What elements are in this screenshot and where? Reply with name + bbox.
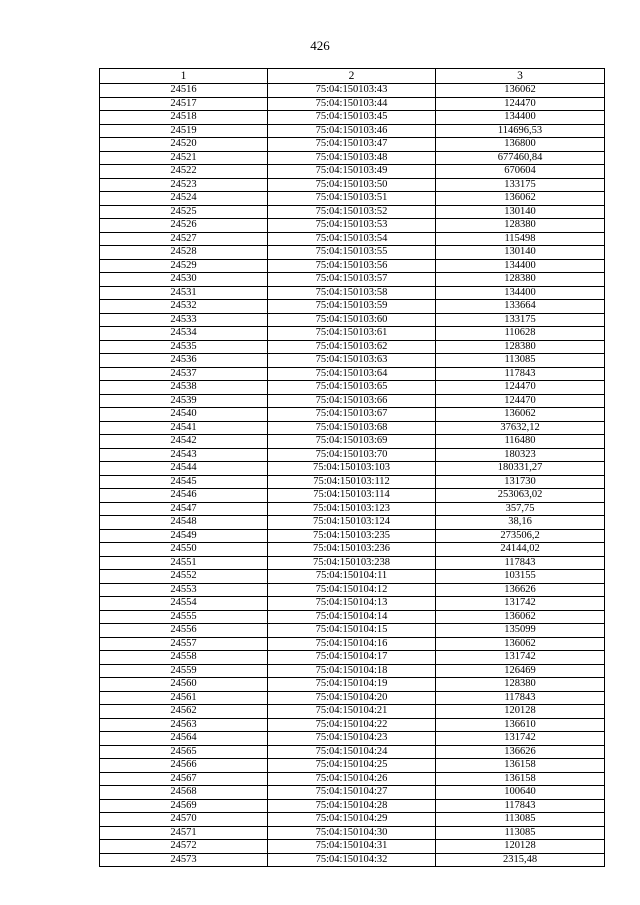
cadastral-number-cell: 75:04:150104:14 <box>268 610 436 624</box>
row-number-cell: 24552 <box>100 570 268 584</box>
row-number-cell: 24519 <box>100 124 268 138</box>
table-row <box>100 745 605 759</box>
table-row <box>100 813 605 827</box>
row-number-cell: 24563 <box>100 718 268 732</box>
table-row <box>100 313 605 327</box>
cadastral-number-cell: 75:04:150103:50 <box>268 178 436 192</box>
value-cell: 113085 <box>436 354 605 368</box>
table-row <box>100 219 605 233</box>
table-row <box>100 556 605 570</box>
value-cell: 128380 <box>436 273 605 287</box>
cadastral-number-cell: 75:04:150104:19 <box>268 678 436 692</box>
table-row <box>100 718 605 732</box>
cadastral-number-cell: 75:04:150103:56 <box>268 259 436 273</box>
value-cell: 117843 <box>436 556 605 570</box>
table-row <box>100 543 605 557</box>
value-cell: 135099 <box>436 624 605 638</box>
row-number-cell: 24549 <box>100 529 268 543</box>
row-number-cell: 24536 <box>100 354 268 368</box>
table-row <box>100 826 605 840</box>
row-number-cell: 24546 <box>100 489 268 503</box>
cadastral-number-cell: 75:04:150103:61 <box>268 327 436 341</box>
cadastral-number-cell: 75:04:150104:23 <box>268 732 436 746</box>
cadastral-number-cell: 75:04:150103:235 <box>268 529 436 543</box>
table-row <box>100 840 605 854</box>
row-number-cell: 24537 <box>100 367 268 381</box>
row-number-cell: 24567 <box>100 772 268 786</box>
value-cell: 124470 <box>436 97 605 111</box>
row-number-cell: 24530 <box>100 273 268 287</box>
value-cell: 253063,02 <box>436 489 605 503</box>
value-cell: 115498 <box>436 232 605 246</box>
cadastral-number-cell: 75:04:150103:45 <box>268 111 436 125</box>
row-number-cell: 24539 <box>100 394 268 408</box>
cadastral-number-cell: 75:04:150103:44 <box>268 97 436 111</box>
row-number-cell: 24555 <box>100 610 268 624</box>
cadastral-number-cell: 75:04:150103:57 <box>268 273 436 287</box>
cadastral-number-cell: 75:04:150104:15 <box>268 624 436 638</box>
cadastral-number-cell: 75:04:150103:54 <box>268 232 436 246</box>
row-number-cell: 24554 <box>100 597 268 611</box>
cadastral-number-cell: 75:04:150104:28 <box>268 799 436 813</box>
value-cell: 133664 <box>436 300 605 314</box>
value-cell: 24144,02 <box>436 543 605 557</box>
cadastral-number-cell: 75:04:150103:124 <box>268 516 436 530</box>
table-body <box>100 84 605 867</box>
value-cell: 100640 <box>436 786 605 800</box>
cadastral-number-cell: 75:04:150104:27 <box>268 786 436 800</box>
cadastral-number-cell: 75:04:150103:238 <box>268 556 436 570</box>
value-cell: 117843 <box>436 799 605 813</box>
value-cell: 136062 <box>436 84 605 98</box>
value-cell: 128380 <box>436 678 605 692</box>
table-row <box>100 421 605 435</box>
row-number-cell: 24529 <box>100 259 268 273</box>
row-number-cell: 24527 <box>100 232 268 246</box>
table-row <box>100 435 605 449</box>
row-number-cell: 24526 <box>100 219 268 233</box>
value-cell: 273506,2 <box>436 529 605 543</box>
row-number-cell: 24570 <box>100 813 268 827</box>
cadastral-number-cell: 75:04:150103:55 <box>268 246 436 260</box>
row-number-cell: 24562 <box>100 705 268 719</box>
cadastral-number-cell: 75:04:150103:49 <box>268 165 436 179</box>
row-number-cell: 24533 <box>100 313 268 327</box>
table-row <box>100 529 605 543</box>
row-number-cell: 24566 <box>100 759 268 773</box>
value-cell: 180331,27 <box>436 462 605 476</box>
row-number-cell: 24524 <box>100 192 268 206</box>
value-cell: 120128 <box>436 840 605 854</box>
value-cell: 124470 <box>436 394 605 408</box>
cadastral-number-cell: 75:04:150103:62 <box>268 340 436 354</box>
value-cell: 136062 <box>436 192 605 206</box>
row-number-cell: 24568 <box>100 786 268 800</box>
table-row <box>100 232 605 246</box>
value-cell: 677460,84 <box>436 151 605 165</box>
value-cell: 133175 <box>436 178 605 192</box>
table-row <box>100 516 605 530</box>
row-number-cell: 24559 <box>100 664 268 678</box>
table-row <box>100 502 605 516</box>
cadastral-number-cell: 75:04:150104:26 <box>268 772 436 786</box>
table-row <box>100 637 605 651</box>
row-number-cell: 24532 <box>100 300 268 314</box>
row-number-cell: 24534 <box>100 327 268 341</box>
cadastral-number-cell: 75:04:150104:32 <box>268 853 436 867</box>
table-row <box>100 286 605 300</box>
row-number-cell: 24564 <box>100 732 268 746</box>
cadastral-number-cell: 75:04:150103:65 <box>268 381 436 395</box>
value-cell: 126469 <box>436 664 605 678</box>
row-number-cell: 24551 <box>100 556 268 570</box>
table-row <box>100 124 605 138</box>
value-cell: 134400 <box>436 286 605 300</box>
row-number-cell: 24548 <box>100 516 268 530</box>
cadastral-number-cell: 75:04:150104:16 <box>268 637 436 651</box>
row-number-cell: 24573 <box>100 853 268 867</box>
cadastral-number-cell: 75:04:150103:69 <box>268 435 436 449</box>
row-number-cell: 24525 <box>100 205 268 219</box>
row-number-cell: 24543 <box>100 448 268 462</box>
table-row <box>100 462 605 476</box>
cadastral-number-cell: 75:04:150104:22 <box>268 718 436 732</box>
cadastral-number-cell: 75:04:150103:64 <box>268 367 436 381</box>
data-table <box>99 68 605 867</box>
value-cell: 113085 <box>436 826 605 840</box>
cadastral-number-cell: 75:04:150103:43 <box>268 84 436 98</box>
table-row <box>100 84 605 98</box>
table-row <box>100 273 605 287</box>
row-number-cell: 24528 <box>100 246 268 260</box>
value-cell: 38,16 <box>436 516 605 530</box>
table-row <box>100 651 605 665</box>
value-cell: 110628 <box>436 327 605 341</box>
row-number-cell: 24521 <box>100 151 268 165</box>
cadastral-number-cell: 75:04:150104:12 <box>268 583 436 597</box>
table-row <box>100 111 605 125</box>
value-cell: 130140 <box>436 205 605 219</box>
cadastral-number-cell: 75:04:150103:53 <box>268 219 436 233</box>
value-cell: 134400 <box>436 111 605 125</box>
value-cell: 136610 <box>436 718 605 732</box>
cadastral-number-cell: 75:04:150103:123 <box>268 502 436 516</box>
cadastral-number-cell: 75:04:150103:60 <box>268 313 436 327</box>
row-number-cell: 24556 <box>100 624 268 638</box>
table-row <box>100 772 605 786</box>
table-row <box>100 367 605 381</box>
value-cell: 130140 <box>436 246 605 260</box>
header-col-2: 2 <box>268 69 436 84</box>
value-cell: 113085 <box>436 813 605 827</box>
cadastral-number-cell: 75:04:150103:52 <box>268 205 436 219</box>
value-cell: 116480 <box>436 435 605 449</box>
table-row <box>100 570 605 584</box>
cadastral-number-cell: 75:04:150103:236 <box>268 543 436 557</box>
page-number: 426 <box>310 38 330 53</box>
row-number-cell: 24572 <box>100 840 268 854</box>
value-cell: 136800 <box>436 138 605 152</box>
row-number-cell: 24571 <box>100 826 268 840</box>
table-row <box>100 610 605 624</box>
row-number-cell: 24565 <box>100 745 268 759</box>
value-cell: 131742 <box>436 651 605 665</box>
table-row <box>100 300 605 314</box>
cadastral-number-cell: 75:04:150103:68 <box>268 421 436 435</box>
cadastral-number-cell: 75:04:150103:114 <box>268 489 436 503</box>
cadastral-number-cell: 75:04:150103:46 <box>268 124 436 138</box>
header-col-1: 1 <box>100 69 268 84</box>
value-cell: 117843 <box>436 367 605 381</box>
row-number-cell: 24541 <box>100 421 268 435</box>
value-cell: 37632,12 <box>436 421 605 435</box>
cadastral-number-cell: 75:04:150104:24 <box>268 745 436 759</box>
table-row <box>100 408 605 422</box>
cadastral-number-cell: 75:04:150103:112 <box>268 475 436 489</box>
value-cell: 103155 <box>436 570 605 584</box>
cadastral-number-cell: 75:04:150103:66 <box>268 394 436 408</box>
row-number-cell: 24542 <box>100 435 268 449</box>
header-col-3: 3 <box>436 69 605 84</box>
row-number-cell: 24517 <box>100 97 268 111</box>
cadastral-number-cell: 75:04:150103:67 <box>268 408 436 422</box>
value-cell: 114696,53 <box>436 124 605 138</box>
table-row <box>100 394 605 408</box>
value-cell: 131742 <box>436 732 605 746</box>
value-cell: 136158 <box>436 772 605 786</box>
cadastral-number-cell: 75:04:150103:103 <box>268 462 436 476</box>
value-cell: 357,75 <box>436 502 605 516</box>
table-row <box>100 624 605 638</box>
row-number-cell: 24547 <box>100 502 268 516</box>
cadastral-number-cell: 75:04:150104:31 <box>268 840 436 854</box>
row-number-cell: 24545 <box>100 475 268 489</box>
header-row <box>100 69 605 84</box>
cadastral-number-cell: 75:04:150104:20 <box>268 691 436 705</box>
value-cell: 670604 <box>436 165 605 179</box>
cadastral-number-cell: 75:04:150103:58 <box>268 286 436 300</box>
row-number-cell: 24523 <box>100 178 268 192</box>
cadastral-number-cell: 75:04:150104:18 <box>268 664 436 678</box>
row-number-cell: 24531 <box>100 286 268 300</box>
table-row <box>100 381 605 395</box>
cadastral-number-cell: 75:04:150103:48 <box>268 151 436 165</box>
table-row <box>100 597 605 611</box>
table-row <box>100 192 605 206</box>
row-number-cell: 24520 <box>100 138 268 152</box>
value-cell: 117843 <box>436 691 605 705</box>
row-number-cell: 24558 <box>100 651 268 665</box>
table-row <box>100 340 605 354</box>
value-cell: 136062 <box>436 610 605 624</box>
value-cell: 124470 <box>436 381 605 395</box>
row-number-cell: 24540 <box>100 408 268 422</box>
table-row <box>100 678 605 692</box>
cadastral-number-cell: 75:04:150103:59 <box>268 300 436 314</box>
cadastral-number-cell: 75:04:150104:21 <box>268 705 436 719</box>
table-row <box>100 732 605 746</box>
row-number-cell: 24569 <box>100 799 268 813</box>
cadastral-number-cell: 75:04:150103:70 <box>268 448 436 462</box>
row-number-cell: 24557 <box>100 637 268 651</box>
row-number-cell: 24518 <box>100 111 268 125</box>
value-cell: 136626 <box>436 583 605 597</box>
table-row <box>100 759 605 773</box>
row-number-cell: 24535 <box>100 340 268 354</box>
table-row <box>100 327 605 341</box>
table-row <box>100 151 605 165</box>
table-row <box>100 205 605 219</box>
cadastral-number-cell: 75:04:150103:47 <box>268 138 436 152</box>
table-row <box>100 583 605 597</box>
table-row <box>100 97 605 111</box>
table-row <box>100 664 605 678</box>
value-cell: 136158 <box>436 759 605 773</box>
value-cell: 2315,48 <box>436 853 605 867</box>
table-row <box>100 138 605 152</box>
row-number-cell: 24553 <box>100 583 268 597</box>
row-number-cell: 24522 <box>100 165 268 179</box>
value-cell: 133175 <box>436 313 605 327</box>
table-row <box>100 691 605 705</box>
value-cell: 134400 <box>436 259 605 273</box>
value-cell: 120128 <box>436 705 605 719</box>
row-number-cell: 24544 <box>100 462 268 476</box>
value-cell: 136626 <box>436 745 605 759</box>
value-cell: 136062 <box>436 637 605 651</box>
table-row <box>100 165 605 179</box>
cadastral-number-cell: 75:04:150103:51 <box>268 192 436 206</box>
table-row <box>100 489 605 503</box>
value-cell: 180323 <box>436 448 605 462</box>
table-row <box>100 246 605 260</box>
value-cell: 131742 <box>436 597 605 611</box>
cadastral-number-cell: 75:04:150104:25 <box>268 759 436 773</box>
table-row <box>100 178 605 192</box>
row-number-cell: 24550 <box>100 543 268 557</box>
row-number-cell: 24561 <box>100 691 268 705</box>
row-number-cell: 24560 <box>100 678 268 692</box>
cadastral-number-cell: 75:04:150104:29 <box>268 813 436 827</box>
table-row <box>100 475 605 489</box>
table-row <box>100 786 605 800</box>
value-cell: 136062 <box>436 408 605 422</box>
value-cell: 128380 <box>436 340 605 354</box>
table-header <box>100 69 605 84</box>
table-row <box>100 448 605 462</box>
table-row <box>100 259 605 273</box>
row-number-cell: 24516 <box>100 84 268 98</box>
cadastral-number-cell: 75:04:150104:13 <box>268 597 436 611</box>
value-cell: 131730 <box>436 475 605 489</box>
value-cell: 128380 <box>436 219 605 233</box>
table-row <box>100 853 605 867</box>
cadastral-number-cell: 75:04:150104:11 <box>268 570 436 584</box>
cadastral-number-cell: 75:04:150104:17 <box>268 651 436 665</box>
row-number-cell: 24538 <box>100 381 268 395</box>
table-row <box>100 705 605 719</box>
cadastral-number-cell: 75:04:150103:63 <box>268 354 436 368</box>
cadastral-number-cell: 75:04:150104:30 <box>268 826 436 840</box>
table-row <box>100 799 605 813</box>
table-row <box>100 354 605 368</box>
